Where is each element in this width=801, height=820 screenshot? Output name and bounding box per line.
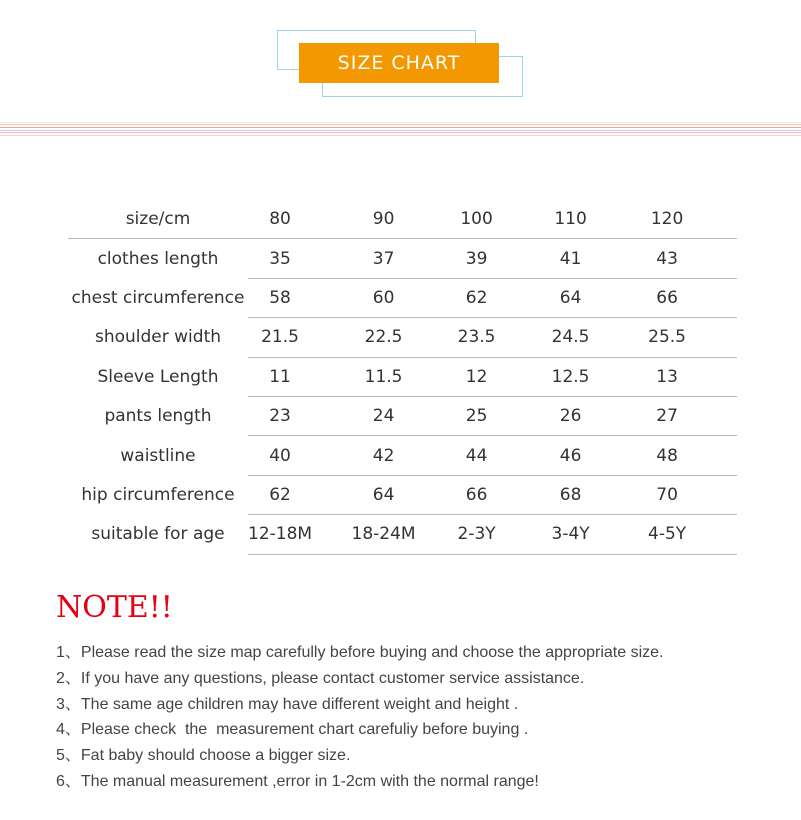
size-chart-banner: SIZE CHART [299,43,499,83]
table-cell: 24 [312,396,455,435]
table-cell: 62 [248,475,312,514]
table-header-cell: 90 [312,200,455,239]
size-table [68,200,737,555]
table-cell: 39 [455,239,498,278]
table-cell: 21.5 [248,318,312,357]
table-header-cell: 80 [248,200,312,239]
table-row [68,396,737,435]
table-cell: 12 [455,357,498,396]
table-spacer-cell [691,436,737,475]
table-header-cell: 100 [455,200,498,239]
note-item: 4、Please check the measurement chart carefuliy before buying . [56,721,529,739]
row-label: suitable for age [91,524,225,545]
table-cell: 64 [498,278,643,317]
table-cell: 37 [312,239,455,278]
row-label: chest circumference [71,287,245,308]
table-spacer-cell [691,200,737,239]
note-item: 3、The same age children may have different weight and height . [56,695,519,713]
table-cell: 3-4Y [498,515,643,554]
table-cell: 44 [455,436,498,475]
table-cell: 35 [248,239,312,278]
table-spacer-cell [691,318,737,357]
table-cell: 23.5 [455,318,498,357]
row-label: Sleeve Length [97,366,219,387]
table-row [68,357,737,396]
table-row [68,475,737,514]
table-cell: 11 [248,357,312,396]
table-cell: 23 [248,396,312,435]
table-cell: 2-3Y [455,515,498,554]
table-cell: 58 [248,278,312,317]
table-header-cell: 120 [643,200,691,239]
table-cell: 12.5 [498,357,643,396]
table-cell: 70 [643,475,691,514]
row-label: hip circumference [81,484,235,505]
note-item: 1、Please read the size map carefully before buying and choose the appropriate size. [56,644,664,661]
table-header-label: size/cm [68,200,248,239]
table-cell: 25.5 [643,318,691,357]
table-spacer-cell [691,475,737,514]
table-cell: 24.5 [498,318,643,357]
table-cell: 64 [312,475,455,514]
table-spacer-cell [691,357,737,396]
table-cell: 11.5 [312,357,455,396]
table-spacer-cell [691,396,737,435]
header [0,0,801,140]
row-label: waistline [120,445,196,466]
table-row [68,436,737,475]
note-item: 6、The manual measurement ,error in 1-2cm with the normal range! [56,772,539,790]
note-title: NOTE!! [56,590,173,625]
note-item: 2、If you have any questions, please contact customer service assistance. [56,669,585,687]
table-cell: 4-5Y [643,515,691,554]
note-item: 5、Fat baby should choose a bigger size. [56,747,351,765]
table-spacer-cell [691,515,737,554]
table-cell: 62 [455,278,498,317]
table-row [68,239,737,278]
table-cell: 22.5 [312,318,455,357]
table-cell: 41 [498,239,643,278]
table-spacer-cell [691,278,737,317]
table-cell: 68 [498,475,643,514]
table-header-row [68,200,737,239]
table-cell: 60 [312,278,455,317]
table-cell: 66 [455,475,498,514]
row-label: pants length [104,406,212,427]
table-cell: 13 [643,357,691,396]
table-cell: 25 [455,396,498,435]
table-row [68,515,737,554]
divider-stripes [0,122,801,136]
table-row [68,318,737,357]
table-cell: 66 [643,278,691,317]
table-cell: 40 [248,436,312,475]
table-cell: 27 [643,396,691,435]
table-cell: 18-24M [312,515,455,554]
table-cell: 48 [643,436,691,475]
row-label: shoulder width [94,327,222,348]
table-cell: 43 [643,239,691,278]
table-cell: 46 [498,436,643,475]
table-header-cell: 110 [498,200,643,239]
row-label: clothes length [97,248,219,269]
table-spacer-cell [691,239,737,278]
table-cell: 26 [498,396,643,435]
table-cell: 42 [312,436,455,475]
table-cell: 12-18M [248,515,312,554]
table-row [68,278,737,317]
note-list [56,640,663,795]
